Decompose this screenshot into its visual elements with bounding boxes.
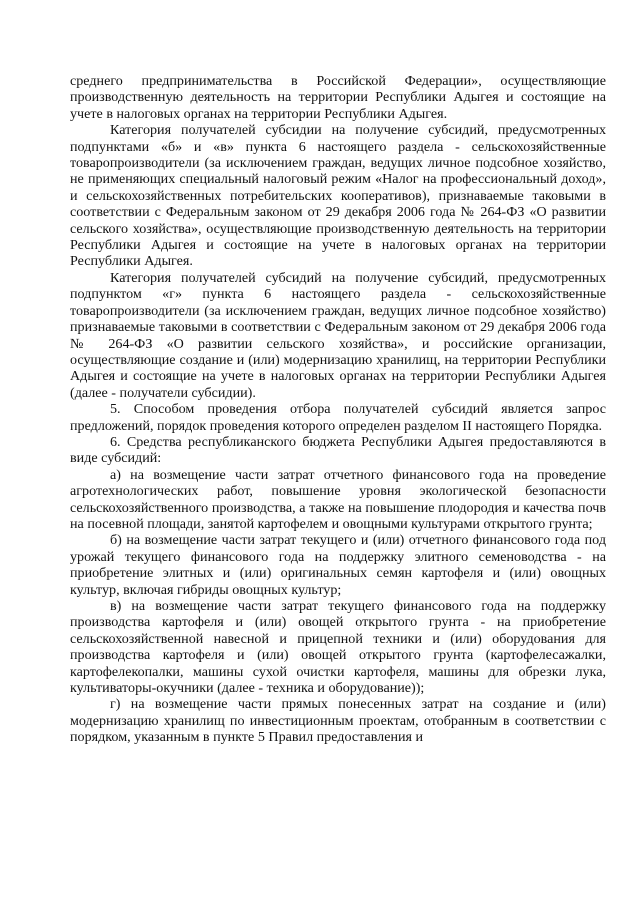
- paragraph-subitem-a: а) на возмещение части затрат отчетного финансового года на проведение агротехнологических работ, повышение уровня экологической безопасности сельскохозяйственного производства, а также на повышение плодородия и качества почв на посевной площади, занятой картофелем и овощными культурами открытого грунта;: [70, 466, 606, 532]
- paragraph-subitem-b: б) на возмещение части затрат текущего и (или) отчетного финансового года под урожай текущего финансового года на поддержку элитного семеноводства - на приобретение элитных и (или) оригинальных семян картофеля и (или) овощных культур, включая гибриды овощных культур;: [70, 532, 606, 598]
- paragraph-recipients-g: Категория получателей субсидий на получение субсидий, предусмотренных подпунктом «г» пункта 6 настоящего раздела - сельскохозяйственные товаропроизводители (за исключением граждан, ведущих личное подсобное хозяйство) признаваемые таковыми в соответствии с Федеральным законом от 29 декабря 2006 года № 264-ФЗ «О развитии сельского хозяйства», и российские организации, осуществляющие создание и (или) модернизацию хранилищ, на территории Республики Адыгея и состоящие на учете в налоговых органах на территории Республики Адыгея (далее - получатели субсидии).: [70, 269, 606, 401]
- paragraph-subitem-v: в) на возмещение части затрат текущего финансового года на поддержку производства картофеля и (или) овощей открытого грунта - на приобретение сельскохозяйственной навесной и прицепной техники и (или) оборудования для производства картофеля и (или) овощей открытого грунта (картофелесажалки, картофелекопалки, машины сухой очистки картофеля, машины для обрезки лука, культиваторы-окучники (далее - техника и оборудование));: [70, 598, 606, 697]
- document-body: [70, 73, 606, 746]
- paragraph-recipients-b-v: Категория получателей субсидии на получение субсидий, предусмотренных подпунктами «б» и «в» пункта 6 настоящего раздела - сельскохозяйственные товаропроизводители (за исключением граждан, ведущих личное подсобное хозяйство, не применяющих специальный налоговый режим «Налог на профессиональный доход», и сельскохозяйственных потребительских кооперативов), признаваемые таковыми в соответствии с Федеральным законом от 29 декабря 2006 года № 264-ФЗ «О развитии сельского хозяйства», осуществляющие производственную деятельность на территории Республики Адыгея и состоящие на учете в налоговых органах на территории Республики Адыгея.: [70, 122, 606, 270]
- paragraph-item-6: 6. Средства республиканского бюджета Республики Адыгея предоставляются в виде субсидий:: [70, 433, 606, 467]
- paragraph-item-5: 5. Способом проведения отбора получателей субсидий является запрос предложений, порядок проведения которого определен разделом II настоящего Порядка.: [70, 401, 606, 434]
- paragraph-subitem-g: г) на возмещение части прямых понесенных затрат на создание и (или) модернизацию хранилищ по инвестиционным проектам, отобранным в соответствии с порядком, указанным в пункте 5 Правил предоставления и: [70, 696, 606, 746]
- paragraph-continuation: среднего предпринимательства в Российской Федерации», осуществляющие производственную деятельность на территории Республики Адыгея и состоящие на учете в налоговых органах на территории Республики Адыгея.: [70, 73, 606, 122]
